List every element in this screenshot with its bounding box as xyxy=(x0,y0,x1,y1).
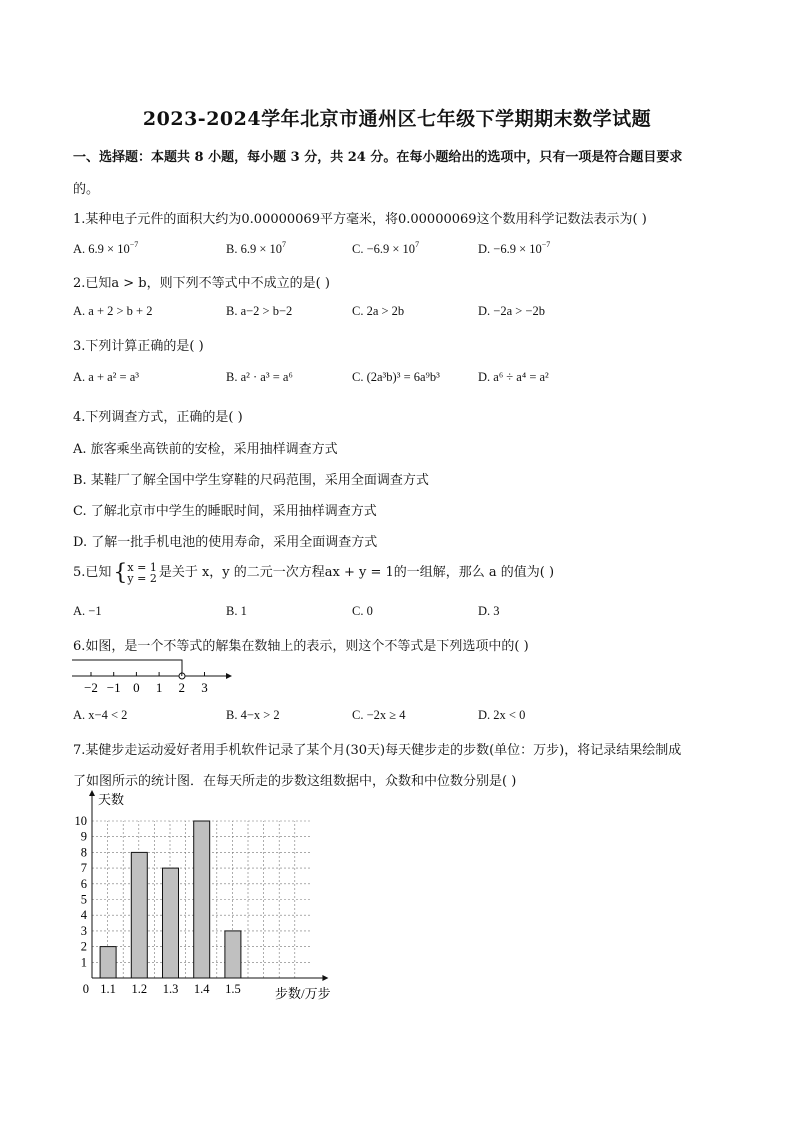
y-tick-label: 8 xyxy=(80,845,87,860)
step-count-bar-chart xyxy=(62,788,362,1008)
number-line-tick-label: 3 xyxy=(201,680,208,695)
q6-option-a: A. x−4 < 2 xyxy=(73,708,128,722)
q3-option-b: B. a² · a³ = a⁶ xyxy=(226,370,293,384)
y-axis-arrow-icon xyxy=(89,790,95,796)
q6-option-c: C. −2x ≥ 4 xyxy=(352,708,406,722)
q3-option-c: C. (2a³b)³ = 6a⁹b³ xyxy=(352,370,440,384)
number-line-tick-label: −2 xyxy=(84,680,98,695)
x-axis-arrow-icon xyxy=(322,975,328,981)
q1-option-d: D. $-6.9 \times 10^{-7}$ xyxy=(478,240,551,256)
q7-stem-line1: 7.某健步走运动爱好者用手机软件记录了某个月(30天)每天健步走的步数(单位：万步)，将记录结果绘制成 xyxy=(73,743,682,758)
q5-option-b: B. 1 xyxy=(226,604,247,618)
x-tick-label: 1.3 xyxy=(162,982,179,996)
bar-1.1 xyxy=(100,947,116,978)
q5-option-d: D. 3 xyxy=(478,604,500,618)
y-tick-label: 6 xyxy=(80,876,87,891)
q6-stem: 6.如图，是一个不等式的解集在数轴上的表示，则这个不等式是下列选项中的( ) xyxy=(73,639,529,654)
q2-option-a: A. a + 2 > b + 2 xyxy=(73,304,153,318)
bar-1.5 xyxy=(225,931,241,978)
page-title: 2023-2024学年北京市通州区七年级下学期期末数学试题 xyxy=(142,108,652,130)
y-axis-label: 天数 xyxy=(98,792,125,807)
q1-option-b: B. $6.9 \times 10^7$ xyxy=(226,240,287,256)
y-tick-label: 7 xyxy=(80,861,87,876)
y-tick-label: 4 xyxy=(80,908,87,923)
q4-option-d: D. 了解一批手机电池的使用寿命，采用全面调查方式 xyxy=(73,535,378,550)
solution-range-line xyxy=(72,660,182,673)
x-tick-label: 1.5 xyxy=(225,982,241,996)
bar-1.3 xyxy=(163,868,179,978)
q6-option-b: B. 4−x > 2 xyxy=(226,708,280,722)
bar-1.2 xyxy=(131,852,147,978)
x-tick-label: 1.4 xyxy=(193,982,210,996)
q2-option-c: C. 2a > 2b xyxy=(352,304,405,318)
q7-stem-line2: 了如图所示的统计图．在每天所走的步数这组数据中，众数和中位数分别是( ) xyxy=(73,774,517,789)
q4-option-c: C. 了解北京市中学生的睡眠时间，采用抽样调查方式 xyxy=(73,504,377,519)
section-heading-line2: 的。 xyxy=(73,182,100,197)
x-axis-label: 步数/万步 xyxy=(275,986,331,1001)
q3-option-d: D. a⁶ ÷ a⁴ = a² xyxy=(478,370,549,384)
number-line-tick-label: −1 xyxy=(106,680,121,695)
q3-stem: 3.下列计算正确的是( ) xyxy=(73,339,204,354)
q4-option-b: B. 某鞋厂了解全国中学生穿鞋的尺码范围，采用全面调查方式 xyxy=(73,473,429,488)
section-heading-line1: 一、选择题：本题共 8 小题，每小题 3 分，共 24 分。在每小题给出的选项中，只有一项是符合题目要求 xyxy=(73,150,683,165)
q2-option-d: D. −2a > −2b xyxy=(478,304,545,318)
y-tick-label: 5 xyxy=(80,892,87,907)
y-tick-label: 10 xyxy=(74,814,87,828)
q5-option-a: A. −1 xyxy=(73,604,102,618)
y-tick-label: 2 xyxy=(80,939,87,954)
axis-arrow-icon xyxy=(226,673,232,679)
q4-option-a: A. 旅客乘坐高铁前的安检，采用抽样调查方式 xyxy=(73,442,338,457)
number-line-tick-label: 1 xyxy=(155,680,163,695)
q5-option-c: C. 0 xyxy=(352,604,373,618)
q2-stem: 2.已知a > b，则下列不等式中不成立的是( ) xyxy=(73,276,330,291)
bar-1.4 xyxy=(194,821,210,978)
q4-stem: 4.下列调查方式，正确的是( ) xyxy=(73,410,243,425)
q1-option-a: A. $6.9 \times 10^{-7}$ xyxy=(73,240,139,256)
x-tick-label: 1.2 xyxy=(131,982,148,996)
q5-stem: 5.已知{x = 1 y = 2 是关于 x，y 的二元一次方程ax + y = 1的一组解，那么 a 的值为( ) xyxy=(73,560,555,585)
x-tick-label: 1.1 xyxy=(100,982,116,996)
q1-option-c: C. $-6.9 \times 10^7$ xyxy=(352,240,420,256)
number-line-tick-label: 0 xyxy=(133,680,140,695)
y-tick-label: 3 xyxy=(80,923,87,938)
q3-option-a: A. a + a² = a³ xyxy=(73,370,140,384)
q1-stem: 1.某种电子元件的面积大约为0.00000069平方毫米，将0.00000069这个数用科学记数法表示为( ) xyxy=(73,212,647,227)
y-tick-label: 1 xyxy=(80,955,87,970)
q2-option-b: B. a−2 > b−2 xyxy=(226,304,293,318)
q6-option-d: D. 2x < 0 xyxy=(478,708,526,722)
y-tick-label: 9 xyxy=(80,829,87,844)
origin-label: 0 xyxy=(82,982,89,996)
number-line-figure xyxy=(68,656,238,698)
equation-system: {x = 1 y = 2 xyxy=(113,560,157,585)
number-line-tick-label: 2 xyxy=(178,680,186,695)
